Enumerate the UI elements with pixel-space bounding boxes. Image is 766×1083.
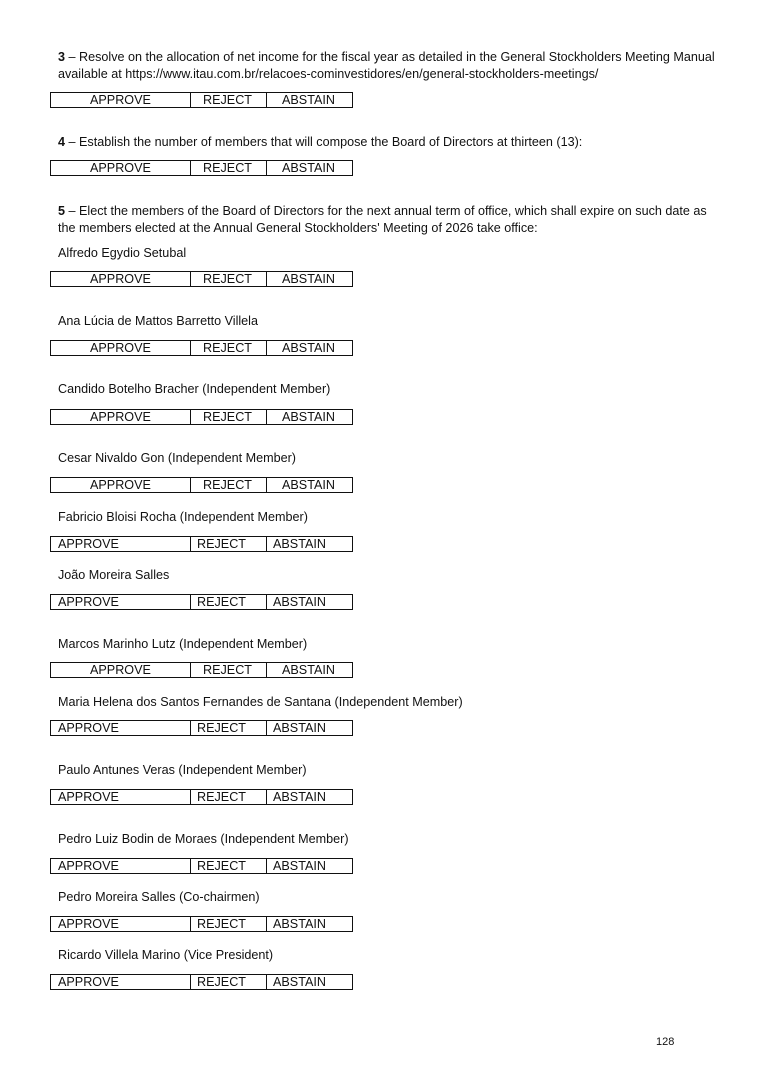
abstain-option[interactable]: ABSTAIN — [273, 537, 326, 551]
approve-option[interactable]: APPROVE — [51, 537, 191, 551]
reject-option[interactable]: REJECT — [191, 663, 267, 677]
abstain-option[interactable]: ABSTAIN — [273, 595, 326, 609]
approve-option[interactable]: APPROVE — [51, 161, 191, 175]
candidate-name: João Moreira Salles — [58, 568, 170, 582]
item-4-text — [58, 134, 718, 151]
reject-option[interactable]: REJECT — [191, 859, 267, 873]
candidate-vote-table — [50, 662, 353, 678]
abstain-option[interactable]: ABSTAIN — [282, 272, 335, 286]
candidate-name: Maria Helena dos Santos Fernandes de Santana (Independent Member) — [58, 695, 463, 709]
candidate-name: Pedro Moreira Salles (Co-chairmen) — [58, 890, 260, 904]
approve-option[interactable]: APPROVE — [51, 93, 191, 107]
item-5-description: – Elect the members of the Board of Directors for the next annual term of office, which shall expire on such date as the members elected at the Annual General Stockholders' Meeting of 2026 take office: — [58, 204, 707, 235]
item-5-text — [58, 203, 718, 237]
abstain-option[interactable]: ABSTAIN — [282, 663, 335, 677]
approve-option[interactable]: APPROVE — [51, 341, 191, 355]
item-5-number: 5 — [58, 204, 66, 218]
reject-option[interactable]: REJECT — [191, 917, 267, 931]
candidate-vote-table — [50, 340, 353, 356]
approve-option[interactable]: APPROVE — [51, 663, 191, 677]
candidate-vote-table — [50, 409, 353, 425]
item-3-vote-table — [50, 92, 353, 108]
reject-option[interactable]: REJECT — [191, 537, 267, 551]
candidate-vote-table — [50, 916, 353, 932]
candidate-name: Ricardo Villela Marino (Vice President) — [58, 948, 274, 962]
item-3-description: – Resolve on the allocation of net income for the fiscal year as detailed in the General Stockholders Meeting Manual available at https://www.itau.com.br/relacoes-cominvestidores/en/general-stockholders-meetings/ — [58, 50, 715, 81]
candidate-vote-table — [50, 594, 353, 610]
reject-option[interactable]: REJECT — [191, 790, 267, 804]
abstain-option[interactable]: ABSTAIN — [282, 410, 335, 424]
reject-option[interactable]: REJECT — [191, 93, 267, 107]
abstain-option[interactable]: ABSTAIN — [282, 93, 335, 107]
approve-option[interactable]: APPROVE — [51, 917, 191, 931]
candidate-name: Paulo Antunes Veras (Independent Member) — [58, 763, 307, 777]
candidate-vote-table — [50, 789, 353, 805]
abstain-option[interactable]: ABSTAIN — [273, 917, 326, 931]
abstain-option[interactable]: ABSTAIN — [273, 975, 326, 989]
candidate-vote-table — [50, 858, 353, 874]
abstain-option[interactable]: ABSTAIN — [273, 790, 326, 804]
candidate-vote-table — [50, 271, 353, 287]
candidate-name: Ana Lúcia de Mattos Barretto Villela — [58, 314, 258, 328]
approve-option[interactable]: APPROVE — [51, 790, 191, 804]
candidate-name: Candido Botelho Bracher (Independent Member) — [58, 382, 331, 396]
approve-option[interactable]: APPROVE — [51, 859, 191, 873]
reject-option[interactable]: REJECT — [191, 272, 267, 286]
approve-option[interactable]: APPROVE — [51, 975, 191, 989]
approve-option[interactable]: APPROVE — [51, 272, 191, 286]
item-4-number: 4 — [58, 135, 66, 149]
reject-option[interactable]: REJECT — [191, 161, 267, 175]
approve-option[interactable]: APPROVE — [51, 410, 191, 424]
abstain-option[interactable]: ABSTAIN — [273, 721, 326, 735]
approve-option[interactable]: APPROVE — [51, 478, 191, 492]
candidate-name: Marcos Marinho Lutz (Independent Member) — [58, 637, 308, 651]
candidate-name: Pedro Luiz Bodin de Moraes (Independent Member) — [58, 832, 349, 846]
item-4-description: – Establish the number of members that will compose the Board of Directors at thirteen (13): — [65, 135, 583, 149]
reject-option[interactable]: REJECT — [191, 341, 267, 355]
reject-option[interactable]: REJECT — [191, 595, 267, 609]
reject-option[interactable]: REJECT — [191, 975, 267, 989]
reject-option[interactable]: REJECT — [191, 721, 267, 735]
abstain-option[interactable]: ABSTAIN — [282, 478, 335, 492]
reject-option[interactable]: REJECT — [191, 410, 267, 424]
candidate-name: Fabricio Bloisi Rocha (Independent Member) — [58, 510, 308, 524]
page-number: 128 — [656, 1036, 675, 1048]
candidate-vote-table — [50, 477, 353, 493]
item-3-number: 3 — [58, 50, 66, 64]
candidate-name: Cesar Nivaldo Gon (Independent Member) — [58, 451, 297, 465]
candidate-vote-table — [50, 720, 353, 736]
approve-option[interactable]: APPROVE — [51, 595, 191, 609]
item-4-vote-table — [50, 160, 353, 176]
reject-option[interactable]: REJECT — [191, 478, 267, 492]
abstain-option[interactable]: ABSTAIN — [282, 341, 335, 355]
candidate-name: Alfredo Egydio Setubal — [58, 246, 187, 260]
abstain-option[interactable]: ABSTAIN — [282, 161, 335, 175]
item-3-text — [58, 49, 718, 83]
candidate-vote-table — [50, 974, 353, 990]
approve-option[interactable]: APPROVE — [51, 721, 191, 735]
candidate-vote-table — [50, 536, 353, 552]
abstain-option[interactable]: ABSTAIN — [273, 859, 326, 873]
